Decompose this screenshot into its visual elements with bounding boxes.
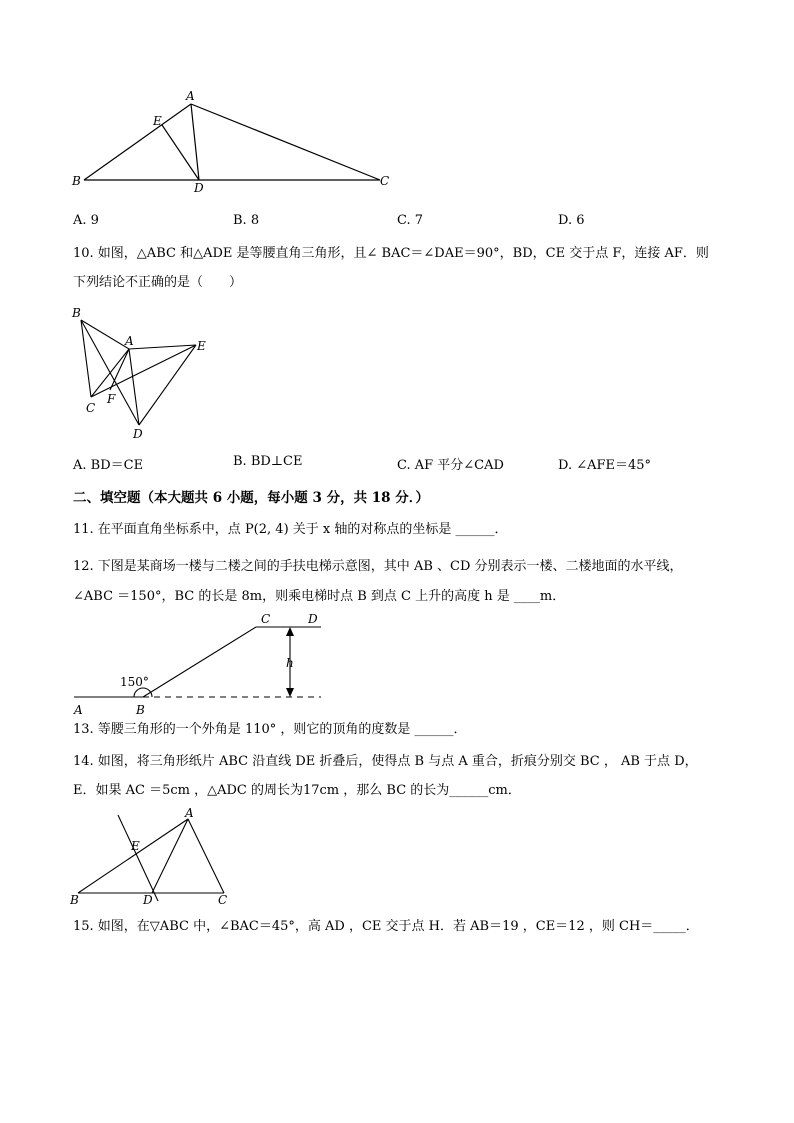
segment-ad	[152, 819, 188, 893]
q9-option-a[interactable]: A. 9	[73, 213, 99, 228]
label-a: A	[185, 806, 194, 820]
q10-option-c[interactable]: C. AF 平分∠CAD	[397, 458, 504, 473]
label-a: A	[186, 89, 195, 103]
label-f: F	[107, 392, 116, 406]
segment-ba	[84, 104, 191, 180]
q14-stem-line2: E．如果 AC ＝5cm ，△ADC 的周长为17cm ，那么 BC 的长为______cm．	[73, 783, 521, 798]
q10-option-b[interactable]: B. BD⊥CE	[233, 454, 303, 469]
q9-option-d[interactable]: D. 6	[558, 213, 585, 228]
segment-ed	[162, 125, 199, 180]
segment-ad	[191, 104, 199, 180]
label-c: C	[86, 401, 96, 415]
q9-option-c[interactable]: C. 7	[397, 213, 424, 228]
q15-stem: 15. 如图，在▽ABC 中，∠BAC＝45°，高 AD ，CE 交于点 H．若 AB＝19 ，CE＝12 ，则 CH＝_____．	[73, 919, 699, 934]
q9-triangle-figure	[60, 85, 400, 200]
label-d: D	[133, 427, 143, 441]
q14-fold-figure	[66, 805, 246, 905]
segment-ab	[78, 819, 188, 893]
label-b: B	[136, 703, 145, 717]
label-c: C	[261, 612, 271, 626]
fold-line-de	[118, 815, 158, 901]
q10-stem-line1: 10. 如图，△ABC 和△ADE 是等腰直角三角形，且∠ BAC＝∠DAE＝90°，BD，CE 交于点 F，连接 AF．则	[73, 246, 709, 261]
q11-stem: 11. 在平面直角坐标系中，点 P(2, 4) 关于 x 轴的对称点的坐标是 ______．	[73, 522, 508, 537]
q10-option-a[interactable]: A. BD＝CE	[73, 458, 144, 473]
segment-ac	[191, 104, 380, 180]
q14-stem-line1: 14. 如图，将三角形纸片 ABC 沿直线 DE 折叠后，使得点 B 与点 A 重合，折痕分别交 BC ， AB 于点 D，	[73, 754, 698, 769]
segment-ac	[188, 819, 224, 893]
q9-option-b[interactable]: B. 8	[233, 213, 260, 228]
label-d: D	[143, 893, 153, 905]
label-b: B	[70, 893, 79, 905]
label-b: B	[72, 174, 81, 188]
q10-stem-line2: 下列结论不正确的是（ ）	[73, 275, 243, 290]
label-c: C	[218, 893, 228, 905]
label-angle-150: 150°	[120, 675, 149, 689]
label-a: A	[74, 703, 83, 717]
section-heading-fill-in: 二、填空题（本大题共 6 小题，每小题 3 分，共 18 分．）	[73, 490, 430, 506]
q12-stem-line2: ∠ABC ＝150°，BC 的长是 8m，则乘电梯时点 B 到点 C 上升的高度 h 是 ____m．	[73, 589, 566, 604]
label-a: A	[125, 334, 134, 348]
label-d: D	[194, 181, 204, 195]
q12-escalator-figure	[66, 610, 336, 720]
label-b: B	[72, 306, 81, 320]
q10-triangles-figure	[66, 300, 226, 445]
label-c: C	[380, 174, 390, 188]
label-e: E	[197, 339, 206, 353]
label-e: E	[131, 839, 140, 853]
label-e: E	[153, 114, 162, 128]
escalator-bc	[143, 627, 256, 697]
label-d: D	[308, 612, 318, 626]
q10-option-d[interactable]: D. ∠AFE＝45°	[558, 458, 652, 473]
q12-stem-line1: 12. 下图是某商场一楼与二楼之间的手扶电梯示意图，其中 AB 、CD 分别表示一楼、二楼地面的水平线，	[73, 559, 683, 574]
q13-stem: 13. 等腰三角形的一个外角是 110° ，则它的顶角的度数是 ______．	[73, 722, 467, 737]
label-h: h	[286, 656, 294, 670]
